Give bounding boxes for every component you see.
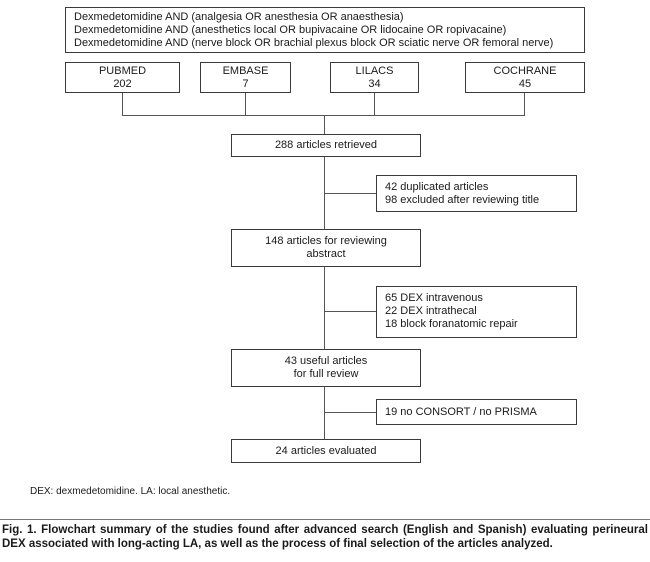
excluded-after-title-box [376, 175, 577, 212]
excluded-title-line-1: 42 duplicated articles [385, 181, 489, 193]
excluded-abstract-line-2: 22 DEX intrathecal [385, 305, 477, 317]
connector-branch-excluded-full [325, 412, 377, 413]
connector-branch-excluded-title [325, 193, 377, 194]
connector-cochrane-stub [524, 93, 525, 115]
database-count: 45 [518, 78, 532, 90]
database-count: 202 [113, 78, 132, 90]
full-review-line-1: 43 useful articles [284, 355, 368, 367]
database-name: LILACS [355, 65, 394, 77]
articles-evaluated-box [231, 439, 421, 463]
articles-evaluated-text: 24 articles evaluated [275, 445, 377, 457]
database-box-embase [200, 62, 291, 93]
excluded-abstract-line-1: 65 DEX intravenous [385, 292, 483, 304]
excluded-no-consort-text: 19 no CONSORT / no PRISMA [385, 406, 537, 418]
articles-retrieved-box [231, 134, 421, 157]
excluded-abstract-line-3: 18 block foranatomic repair [385, 318, 518, 330]
connector-branch-excluded-abstract [325, 311, 377, 312]
database-count: 34 [368, 78, 381, 90]
database-name: PUBMED [98, 65, 147, 77]
connector-center-drop [324, 115, 325, 134]
abstract-review-line-2: abstract [306, 248, 346, 260]
connector-pubmed-stub [122, 93, 123, 115]
search-query-line-2: Dexmedetomidine AND (anesthetics local OR bupivacaine OR lidocaine OR ropivacaine) [74, 24, 507, 36]
figure-caption-text: Flowchart summary of the studies found after advanced search (English and Spanish) evaluating perineural DEX associated with long-acting LA, as well as the process of final selection of the articles analyzed. [2, 524, 648, 550]
abstract-review-line-1: 148 articles for reviewing [265, 235, 387, 247]
connector-lilacs-stub [374, 93, 375, 115]
database-box-cochrane [465, 62, 585, 93]
connector-embase-stub [245, 93, 246, 115]
excluded-after-abstract-box [376, 286, 577, 338]
abstract-review-box [231, 229, 421, 267]
full-review-line-2: for full review [293, 368, 359, 380]
connector-main-spine [324, 156, 325, 439]
full-review-box [231, 349, 421, 387]
abbreviations-footnote: DEX: dexmedetomidine. LA: local anesthetic. [30, 486, 231, 497]
database-name: EMBASE [222, 65, 269, 77]
database-box-pubmed [65, 62, 180, 93]
articles-retrieved-text: 288 articles retrieved [274, 139, 378, 151]
search-query-line-3: Dexmedetomidine AND (nerve block OR brachial plexus block OR sciatic nerve OR femoral nerve) [74, 37, 554, 49]
caption-separator-rule [0, 519, 650, 520]
figure-caption-label: Fig. 1. [2, 524, 37, 536]
database-name: COCHRANE [493, 65, 557, 77]
database-box-lilacs [330, 62, 419, 93]
search-query-line-1: Dexmedetomidine AND (analgesia OR anesthesia OR anaesthesia) [74, 11, 404, 23]
search-query-box [65, 7, 585, 53]
figure-caption [2, 524, 648, 551]
excluded-title-line-2: 98 excluded after reviewing title [385, 194, 540, 206]
excluded-no-consort-box [376, 399, 577, 425]
database-count: 7 [242, 78, 249, 90]
